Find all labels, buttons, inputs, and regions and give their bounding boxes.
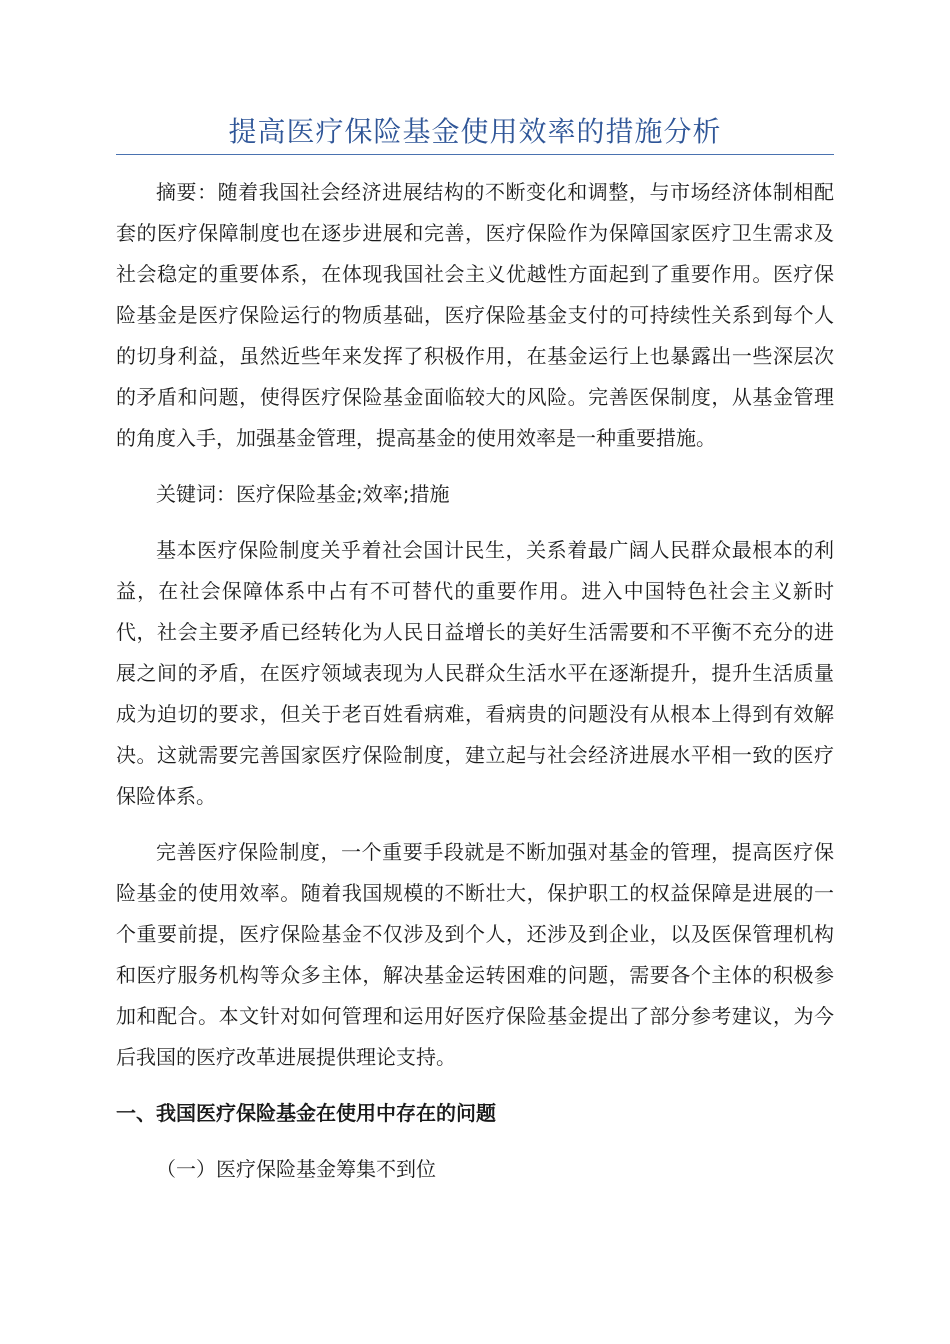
abstract-paragraph: 摘要：随着我国社会经济进展结构的不断变化和调整，与市场经济体制相配套的医疗保障制度也在逐步进展和完善，医疗保险作为保障国家医疗卫生需求及社会稳定的重要体系，在体现我国社会主义优越性方面起到了重要作用。医疗保险基金是医疗保险运行的物质基础，医疗保险基金支付的可持续性关系到每个人的切身利益，虽然近些年来发挥了积极作用，在基金运行上也暴露出一些深层次的矛盾和问题，使得医疗保险基金面临较大的风险。完善医保制度，从基金管理的角度入手，加强基金管理，提高基金的使用效率是一种重要措施。 [116, 180, 834, 450]
document-title: 提高医疗保险基金使用效率的措施分析 [228, 115, 722, 148]
body-paragraph-2: 完善医疗保险制度，一个重要手段就是不断加强对基金的管理，提高医疗保险基金的使用效率。随着我国规模的不断壮大，保护职工的权益保障是进展的一个重要前提，医疗保险基金不仅涉及到个人，还涉及到企业，以及医保管理机构和医疗服务机构等众多主体，解决基金运转困难的问题，需要各个主体的积极参加和配合。本文针对如何管理和运用好医疗保险基金提出了部分参考建议，为今后我国的医疗改革进展提供理论支持。 [116, 840, 834, 1069]
title-underline [116, 154, 834, 155]
keywords-line: 关键词：医疗保险基金;效率;措施 [156, 482, 450, 506]
subsection-heading: （一）医疗保险基金筹集不到位 [156, 1157, 436, 1181]
body-paragraph-1: 基本医疗保险制度关乎着社会国计民生，关系着最广阔人民群众最根本的利益，在社会保障体系中占有不可替代的重要作用。进入中国特色社会主义新时代，社会主要矛盾已经转化为人民日益增长的美好生活需要和不平衡不充分的进展之间的矛盾，在医疗领域表现为人民群众生活水平在逐渐提升，提升生活质量成为迫切的要求，但关于老百姓看病难，看病贵的问题没有从根本上得到有效解决。这就需要完善国家医疗保险制度，建立起与社会经济进展水平相一致的医疗保险体系。 [116, 538, 834, 808]
section-heading: 一、我国医疗保险基金在使用中存在的问题 [116, 1101, 496, 1125]
document-body [116, 172, 834, 1190]
